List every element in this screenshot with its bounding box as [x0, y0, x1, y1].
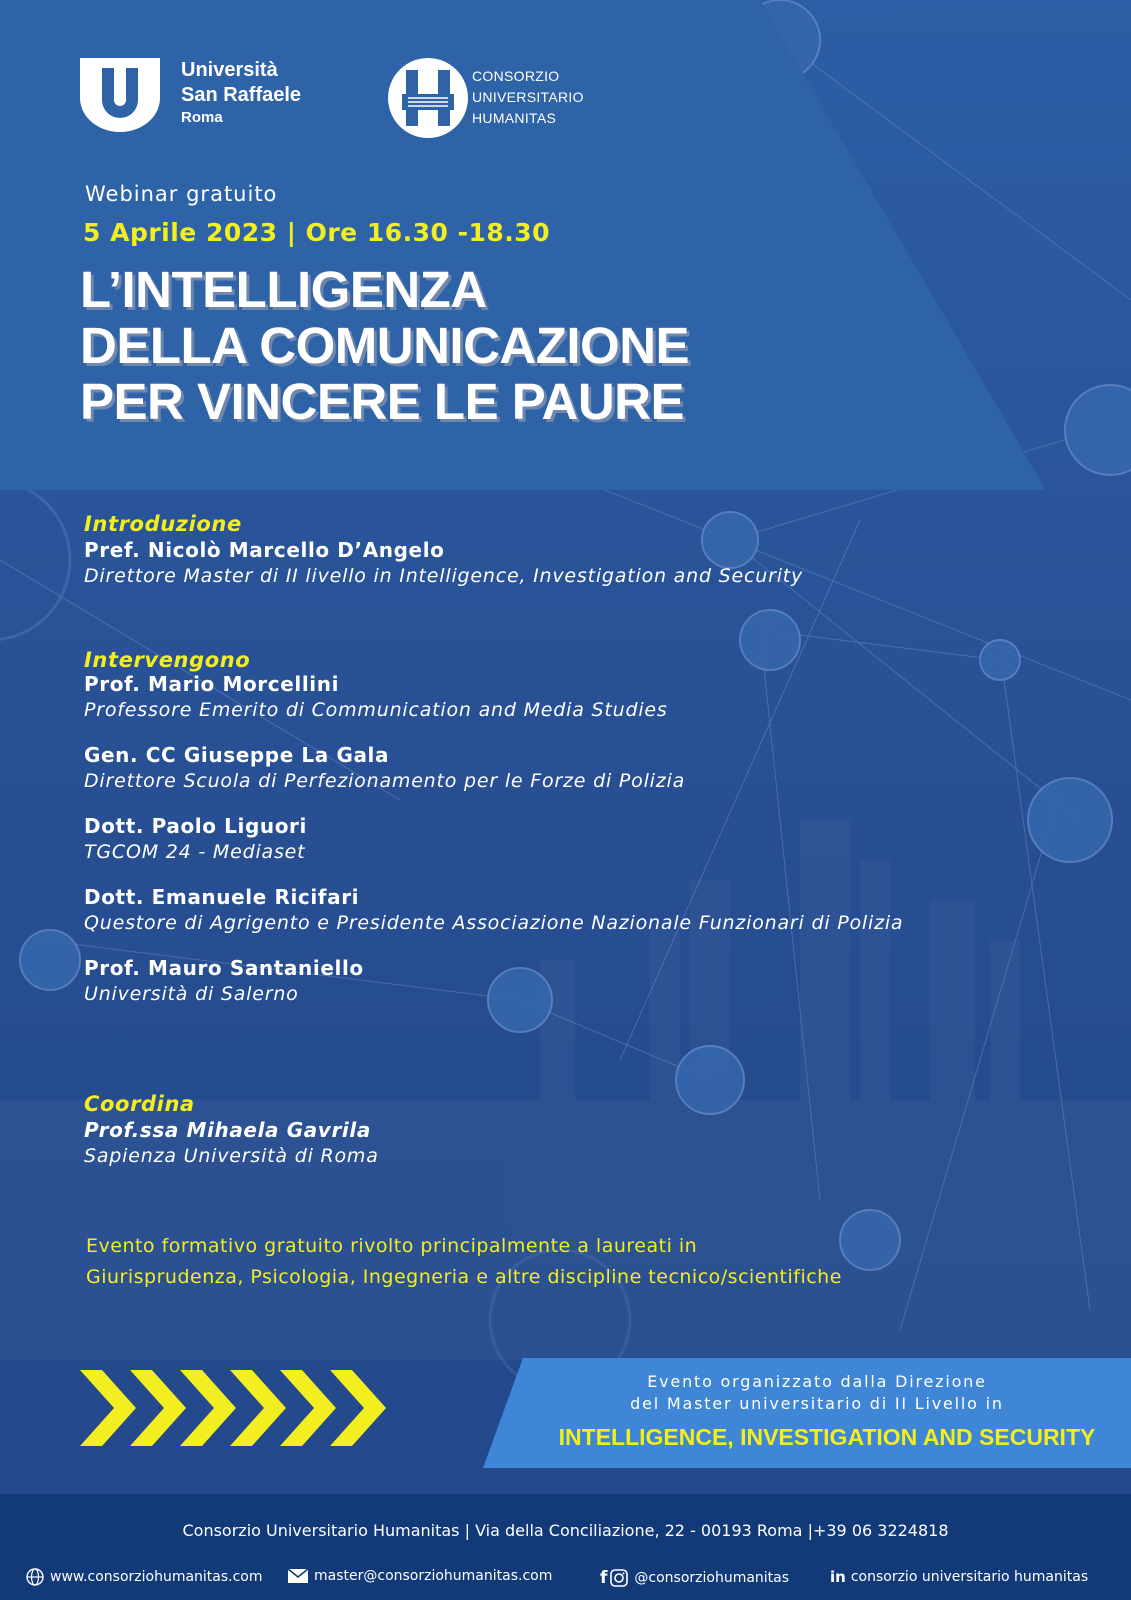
- logo-consorzio-humanitas: [388, 56, 648, 140]
- humanitas-emblem-icon: [388, 56, 468, 140]
- usr-shield-icon: [80, 58, 160, 132]
- speaker-entry: [84, 672, 903, 721]
- speaker-role: Professore Emerito di Communication and Media Studies: [84, 699, 668, 721]
- coord-name: Prof.ssa Mihaela Gavrila: [84, 1118, 371, 1142]
- speaker-role: TGCOM 24 - Mediaset: [84, 841, 306, 863]
- globe-icon: [26, 1568, 44, 1586]
- page-title: [80, 262, 689, 430]
- speaker-entry: [84, 743, 903, 792]
- title-line-3: PER VINCERE LE PAURE: [80, 373, 684, 430]
- organizer-banner: [483, 1358, 1131, 1468]
- cuh-name: CONSORZIO UNIVERSITARIO HUMANITAS: [472, 68, 584, 126]
- usr-city: Roma: [181, 109, 223, 126]
- intro-name: Pref. Nicolò Marcello D’Angelo: [84, 538, 445, 562]
- speaker-role: Università di Salerno: [84, 983, 299, 1005]
- intro-label: Introduzione: [84, 512, 242, 536]
- speaker-name: Prof. Mauro Santaniello: [84, 956, 364, 980]
- title-line-1: L’INTELLIGENZA: [80, 261, 487, 318]
- logo-universita-san-raffaele: [80, 58, 340, 138]
- speaker-name: Prof. Mario Morcellini: [84, 672, 340, 696]
- facebook-icon: f: [600, 1568, 608, 1588]
- speakers-label: Intervengono: [84, 648, 251, 672]
- footer-address: Consorzio Universitario Humanitas | Via della Conciliazione, 22 - 00193 Roma |+39 06 3224818: [182, 1521, 949, 1540]
- webinar-kicker: Webinar gratuito: [85, 182, 278, 206]
- speaker-entry: [84, 814, 903, 863]
- organizer-line-2: del Master universitario di II Livello in: [630, 1394, 1004, 1413]
- event-date: 5 Aprile 2023 | Ore 16.30 -18.30: [83, 218, 551, 247]
- speaker-entry: [84, 885, 903, 934]
- speaker-role: Questore di Agrigento e Presidente Associazione Nazionale Funzionari di Polizia: [84, 912, 904, 934]
- linkedin-icon: in: [830, 1568, 846, 1586]
- master-name: INTELLIGENCE, INVESTIGATION AND SECURITY: [558, 1424, 1096, 1450]
- speaker-name: Gen. CC Giuseppe La Gala: [84, 743, 390, 767]
- footer-linkedin[interactable]: in consorzio universitario humanitas: [830, 1568, 1089, 1586]
- intro-role: Direttore Master di II livello in Intelligence, Investigation and Security: [84, 565, 804, 587]
- speaker-name: Dott. Emanuele Ricifari: [84, 885, 360, 909]
- footer-email[interactable]: master@consorziohumanitas.com: [288, 1568, 552, 1584]
- footer-social[interactable]: f @consorziohumanitas: [600, 1568, 790, 1588]
- coord-role: Sapienza Università di Roma: [84, 1145, 379, 1167]
- speaker-entry: [84, 956, 903, 1005]
- mail-icon: [288, 1569, 308, 1583]
- coord-section: [84, 1092, 379, 1167]
- audience-note: Evento formativo gratuito rivolto principalmente a laureati in Giurisprudenza, Psicologia, Ingegneria e altre discipline tecnico/scientifiche: [86, 1235, 842, 1288]
- footer-website[interactable]: www.consorziohumanitas.com: [26, 1568, 263, 1586]
- chevron-arrows-icon: [80, 1370, 390, 1446]
- title-line-2: DELLA COMUNICAZIONE: [80, 317, 690, 374]
- coord-label: Coordina: [84, 1092, 195, 1116]
- speakers-section: [84, 648, 903, 1005]
- instagram-icon: [610, 1569, 628, 1587]
- organizer-line-1: Evento organizzato dalla Direzione: [647, 1372, 987, 1391]
- speaker-role: Direttore Scuola di Perfezionamento per le Forze di Polizia: [84, 770, 686, 792]
- footer: [0, 1494, 1131, 1600]
- intro-section: [84, 512, 803, 587]
- speaker-name: Dott. Paolo Liguori: [84, 814, 307, 838]
- usr-name: Università San Raffaele: [181, 59, 302, 106]
